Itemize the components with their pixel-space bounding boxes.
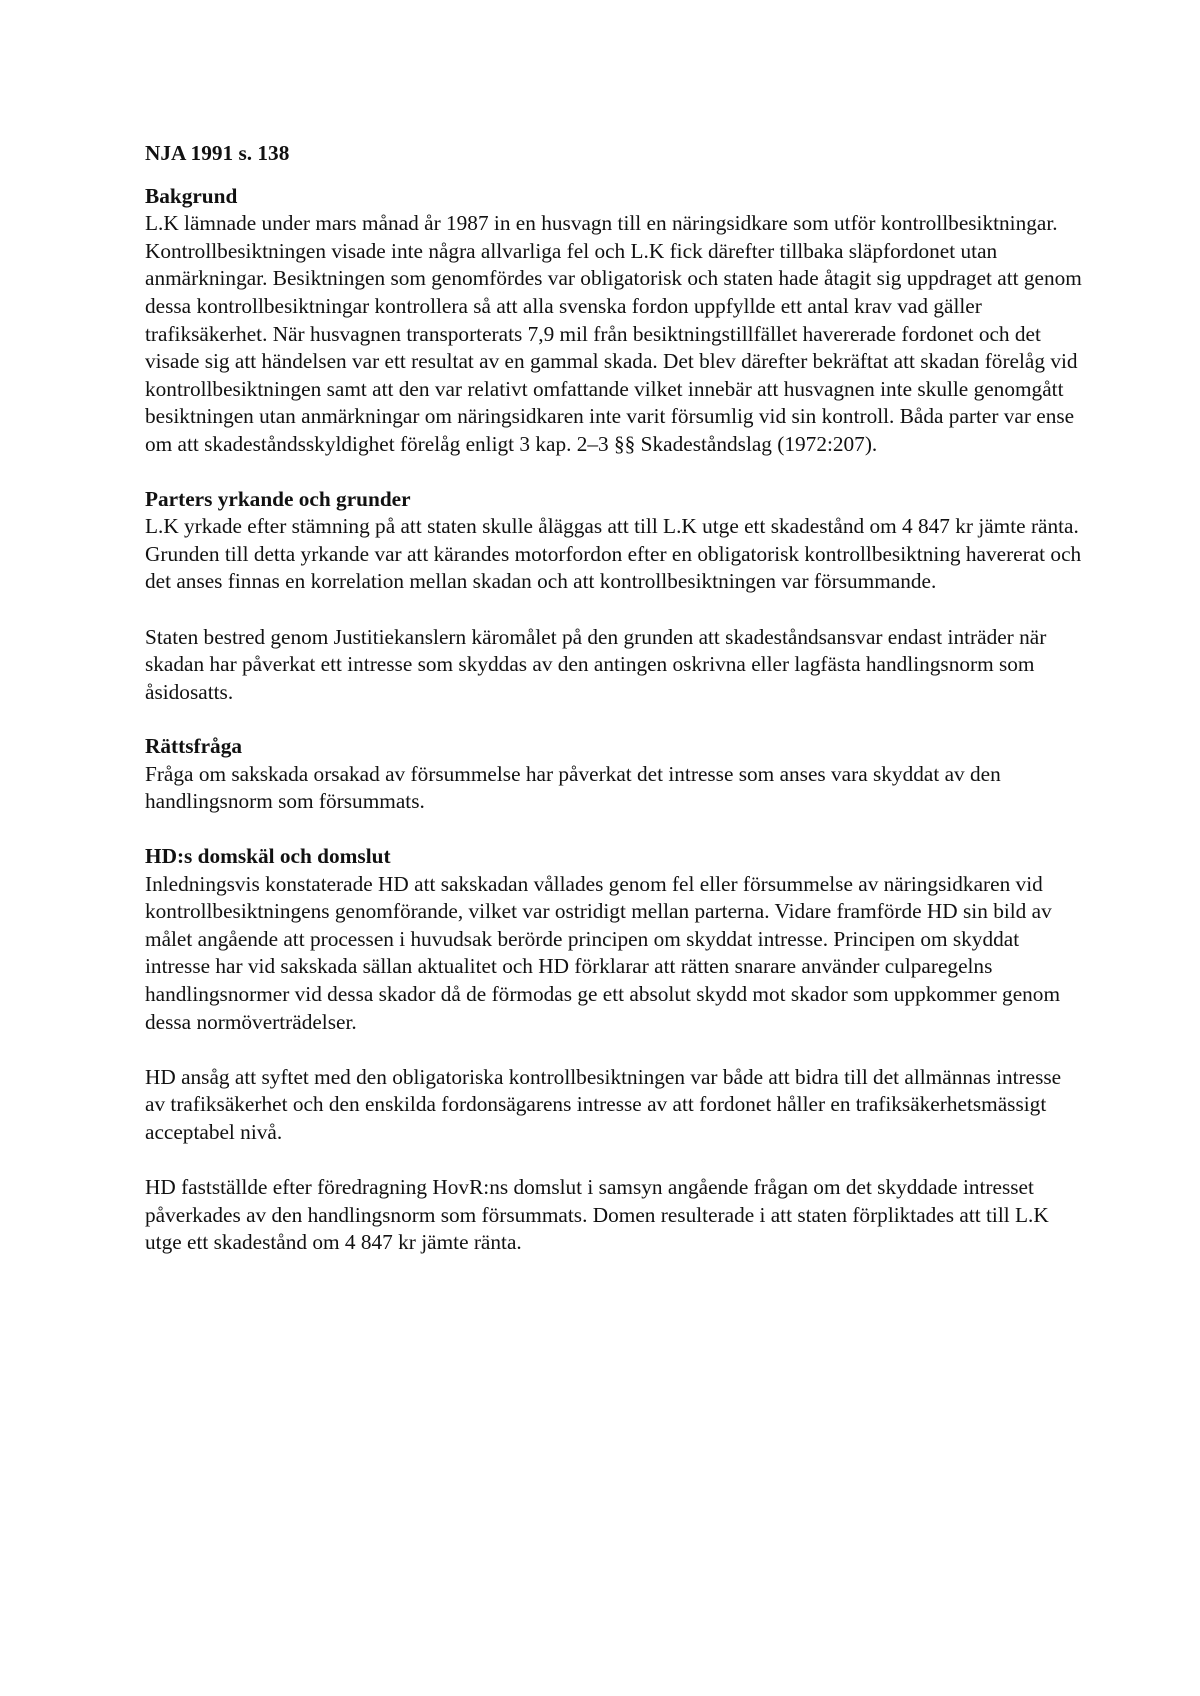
- section-parters-yrkande: [145, 486, 1085, 707]
- paragraph: HD ansåg att syftet med den obligatoriska kontrollbesiktningen var både att bidra till det allmännas intresse av trafiksäkerhet och den enskilda fordonsägarens intresse av att fordonet håller en trafiksäkerhetsmässigt acceptabel nivå.: [145, 1064, 1062, 1144]
- section-heading: Rättsfråga: [145, 734, 242, 759]
- section-heading: Bakgrund: [145, 183, 238, 208]
- document-page: [145, 140, 1085, 1284]
- section-heading: HD:s domskäl och domslut: [145, 844, 391, 869]
- paragraph: L.K lämnade under mars månad år 1987 in en husvagn till en näringsidkare som utför kontrollbesiktningar. Kontrollbesiktningen visade inte några allvarliga fel och L.K fick därefter tillbaka släpfordonet utan anmärkningar. Besiktningen som genomfördes var obligatorisk och staten hade åtagit sig uppdraget att genom dessa kontrollbesiktningar kontrollera så att alla svenska fordon uppfyllde ett antal krav vad gäller trafiksäkerhet. När husvagnen transporterats 7,9 mil från besiktningstillfället havererade fordonet och det visade sig att händelsen var ett resultat av en gammal skada. Det blev därefter bekräftat att skadan förelåg vid kontrollbesiktningen samt att den var relativt omfattande vilket innebär att husvagnen inte skulle genomgått besiktningen utan anmärkningar om näringsidkaren inte varit försumlig vid sin kontroll. Båda parter var ense om att skadeståndsskyldighet förelåg enligt 3 kap. 2–3 §§ Skadeståndslag (1972:207).: [145, 211, 1082, 456]
- paragraph: HD fastställde efter föredragning HovR:ns domslut i samsyn angående frågan om det skyddade intresset påverkades av den handlingsnorm som försummats. Domen resulterade i att staten förpliktades att till L.K utge ett skadestånd om 4 847 kr jämte ränta.: [145, 1175, 1049, 1255]
- section-bakgrund: [145, 183, 1085, 459]
- paragraph: Fråga om sakskada orsakad av försummelse har påverkat det intresse som anses vara skyddat av den handlingsnorm som försummats.: [145, 761, 1001, 814]
- section-rattsfraga: [145, 733, 1085, 816]
- section-heading: Parters yrkande och grunder: [145, 486, 411, 511]
- paragraph: Inledningsvis konstaterade HD att sakskadan vållades genom fel eller försummelse av näringsidkaren vid kontrollbesiktningens genomförande, vilket var ostridigt mellan parterna. Vidare framförde HD sin bild av målet angående att processen i huvudsak berörde principen om skyddat intresse. Principen om skyddat intresse har vid sakskada sällan aktualitet och HD förklarar att rätten snarare använder culparegelns handlingsnormer vid dessa skador då de förmodas ge ett absolut skydd mot skador som uppkommer genom dessa normöverträdelser.: [145, 871, 1061, 1034]
- document-title: NJA 1991 s. 138: [145, 141, 290, 165]
- paragraph: Staten bestred genom Justitiekanslern käromålet på den grunden att skadeståndsansvar endast inträder när skadan har påverkat ett intresse som skyddas av den antingen oskrivna eller lagfästa handlingsnorm som åsidosatts.: [145, 624, 1047, 704]
- paragraph: L.K yrkade efter stämning på att staten skulle åläggas att till L.K utge ett skadestånd om 4 847 kr jämte ränta. Grunden till detta yrkande var att kärandes motorfordon efter en obligatorisk kontrollbesiktning havererat och det anses finnas en korrelation mellan skadan och att kontrollbesiktningen var försummande.: [145, 514, 1082, 594]
- section-hd-domskal: [145, 843, 1085, 1257]
